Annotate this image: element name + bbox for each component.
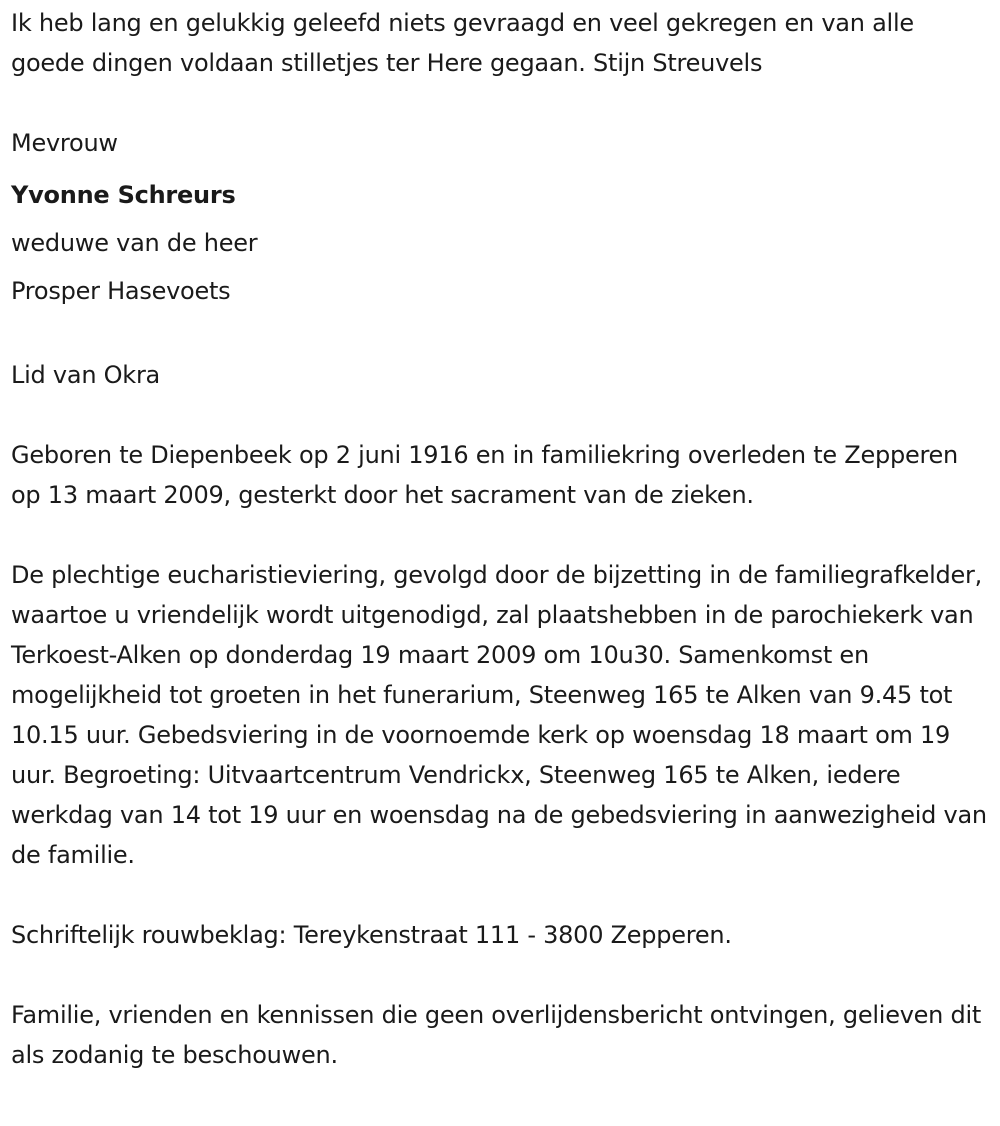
spacer xyxy=(11,955,990,995)
ceremony-paragraph: De plechtige eucharistieviering, gevolgd door de bijzetting in de familiegrafkelder, waartoe u vriendelijk wordt uitgenodigd, zal plaatshebben in de parochiekerk van Terkoest-Alken op donderdag 19 maart 2009 om 10u30. Samenkomst en mogelijkheid tot groeten in het funerarium, Steenweg 165 te Alken van 9.45 tot 10.15 uur. Gebedsviering in de voornoemde kerk op woensdag 18 maart om 19 uur. Begroeting: Uitvaartcentrum Vendrickx, Steenweg 165 te Alken, iedere werkdag van 14 tot 19 uur en woensdag na de gebedsviering in aanwezigheid van de familie. xyxy=(11,561,987,869)
spacer xyxy=(11,83,990,123)
birth-death-paragraph: Geboren te Diepenbeek op 2 juni 1916 en in familiekring overleden te Zepperen op 13 maart 2009, gesterkt door het sacrament van de zieken. xyxy=(11,441,959,509)
spacer xyxy=(11,875,990,915)
spacer xyxy=(11,315,990,355)
relation-text: weduwe van de heer xyxy=(11,229,258,257)
spouse-name: Prosper Hasevoets xyxy=(11,277,231,305)
membership-text: Lid van Okra xyxy=(11,361,161,389)
spacer xyxy=(11,515,990,555)
deceased-block xyxy=(11,123,990,315)
spacer xyxy=(11,395,990,435)
deceased-name: Yvonne Schreurs xyxy=(11,181,236,209)
condolence-address: Schriftelijk rouwbeklag: Tereykenstraat 111 - 3800 Zepperen. xyxy=(11,921,732,949)
salutation: Mevrouw xyxy=(11,129,118,157)
quote-paragraph: Ik heb lang en gelukkig geleefd niets gevraagd en veel gekregen en van alle goede dingen voldaan stilletjes ter Here gegaan. Stijn Streuvels xyxy=(11,9,914,77)
closing-paragraph: Familie, vrienden en kennissen die geen overlijdensbericht ontvingen, gelieven dit als zodanig te beschouwen. xyxy=(11,1001,982,1069)
